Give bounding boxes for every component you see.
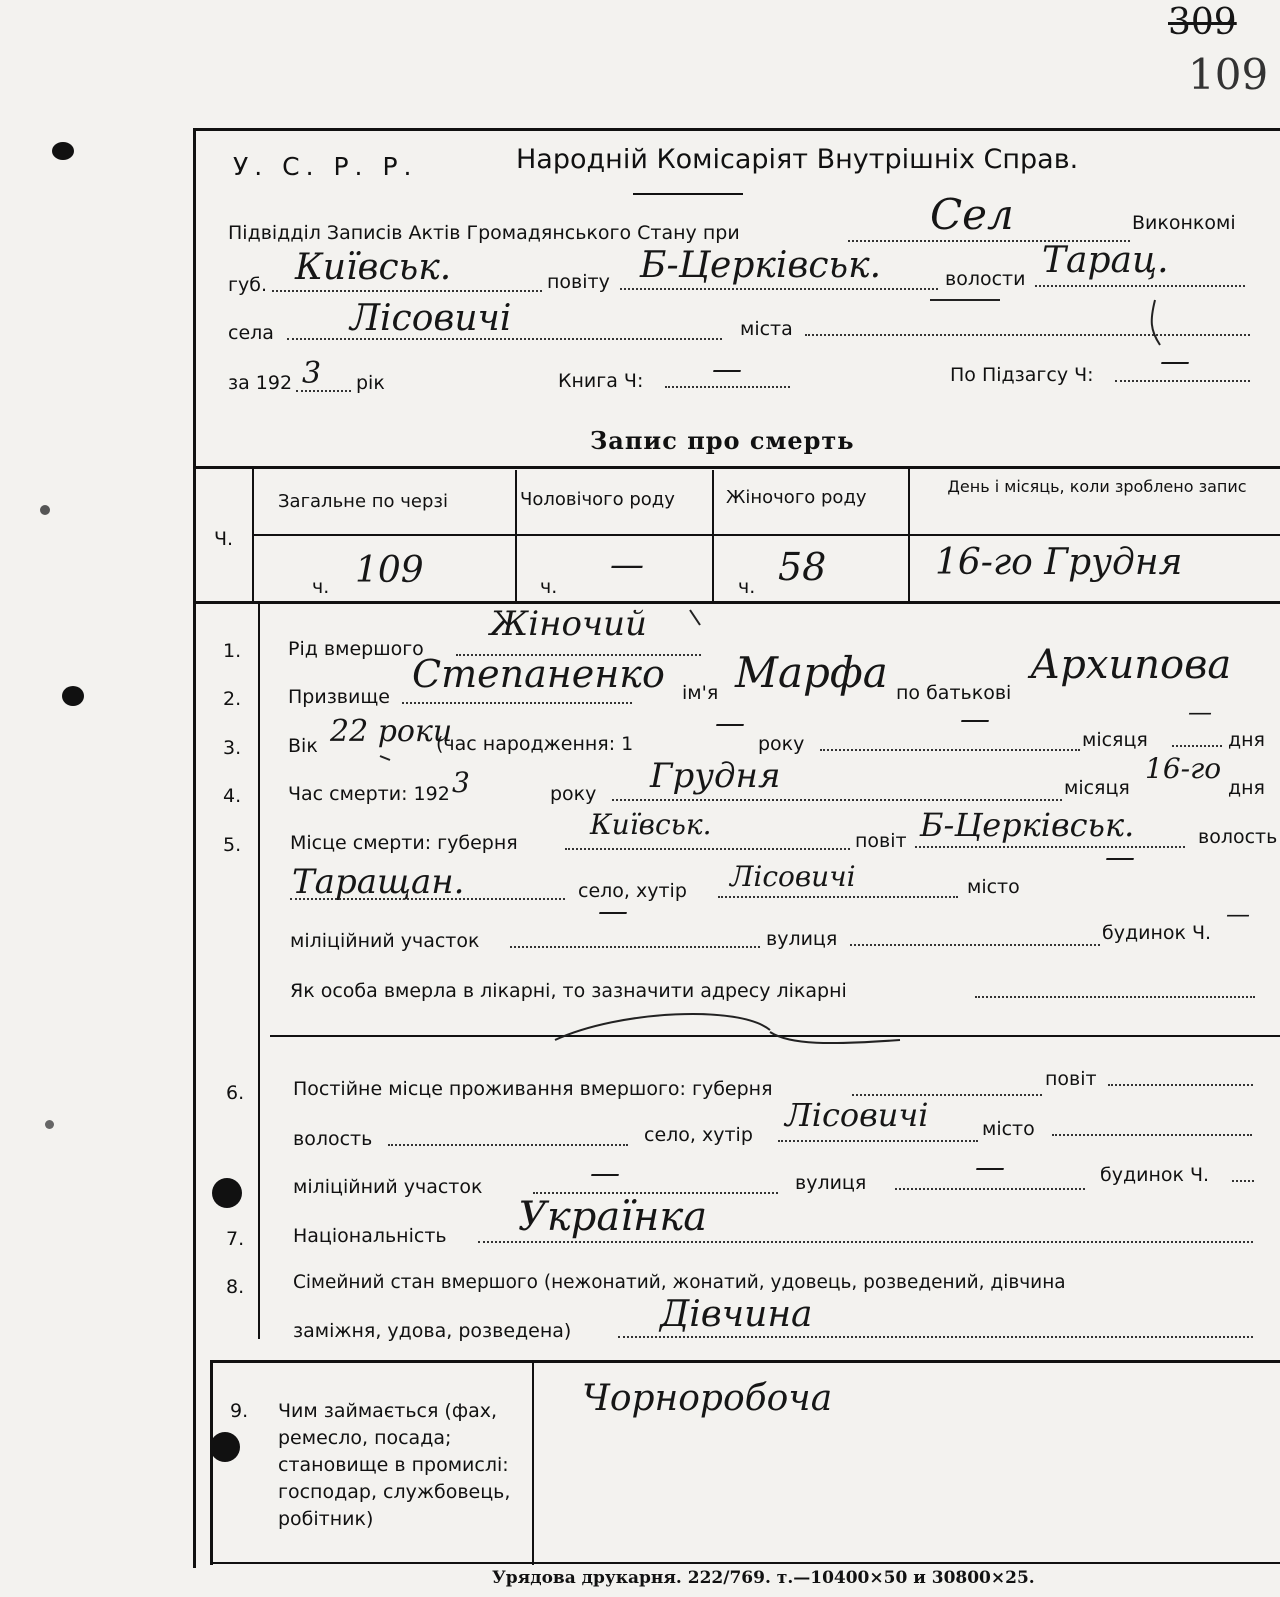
place-county-value: Б-Церківськ. — [920, 806, 1135, 844]
age-label: Вік — [288, 735, 318, 757]
police-label: міліційний участок — [290, 930, 480, 952]
death-day-label: дня — [1228, 777, 1265, 799]
house-value: — — [1226, 900, 1250, 928]
surname-value: Степаненко — [412, 652, 665, 696]
birth-day-value: — — [1188, 698, 1212, 726]
birth-month-label: місяця — [1082, 729, 1148, 751]
residence-police-value: — — [590, 1156, 620, 1191]
county-label: повіту — [547, 271, 610, 293]
death-year-label: року — [550, 783, 597, 805]
marital-label-continued: заміжня, удова, розведена) — [293, 1320, 572, 1342]
province-label: губ. — [228, 274, 267, 296]
birth-year-label: року — [758, 733, 805, 755]
archive-number-new: 109 — [1188, 50, 1269, 99]
occupation-value: Чорноробоча — [582, 1378, 833, 1419]
table-row-label: Ч. — [214, 528, 234, 550]
surname-label: Призвище — [288, 686, 390, 708]
item-number: 4. — [223, 785, 242, 807]
cell-general-count: 109 — [355, 550, 424, 591]
death-month-label: місяця — [1064, 777, 1130, 799]
cell-prefix: ч. — [738, 576, 756, 598]
nationality-value: Українка — [518, 1194, 708, 1240]
street-label: вулиця — [766, 928, 838, 950]
death-time-label: Час смерти: 192 — [288, 783, 450, 805]
death-year-digit: 3 — [452, 766, 470, 799]
item-number: 1. — [223, 640, 242, 662]
village-label: села — [228, 322, 274, 344]
sex-value: Жіночий — [490, 604, 647, 644]
item-number: 6. — [226, 1082, 245, 1104]
subdivision-label: Підвідділ Записів Актів Громадянського Стану при — [228, 222, 740, 244]
place-district-value: Таращан. — [292, 862, 465, 902]
name-label: ім'я — [682, 682, 719, 704]
age-value: 22 роки — [330, 714, 453, 749]
birth-day-label: дня — [1228, 729, 1265, 751]
marital-value: Дівчина — [660, 1294, 813, 1335]
occupation-label: Чим займається (фах, ремесло, посада; становище в промислі: господар, службовець, робітник) — [278, 1400, 511, 1530]
district-label: волости — [945, 268, 1026, 290]
item-number: 7. — [226, 1228, 245, 1250]
district-value: Тарац. — [1042, 240, 1169, 281]
place-district-label: волость — [1198, 826, 1278, 848]
cell-male: — — [610, 545, 644, 585]
birth-year-value: — — [715, 706, 745, 741]
name-value: Марфа — [735, 648, 888, 697]
place-town-label: місто — [967, 876, 1020, 898]
patronymic-label: по батькові — [896, 682, 1012, 704]
nationality-label: Національність — [293, 1225, 447, 1247]
item-number: 2. — [223, 688, 242, 710]
town-label: міста — [740, 318, 793, 340]
item-number: 8. — [226, 1276, 245, 1298]
place-town-value: — — [1105, 840, 1135, 875]
cell-female: 58 — [778, 545, 827, 589]
residence-village-label: село, хутір — [644, 1124, 753, 1146]
item-number: 5. — [223, 834, 242, 856]
cell-record-date: 16-го Грудня — [935, 542, 1183, 583]
year-digit: 3 — [302, 356, 322, 391]
residence-label: Постійне місце проживання вмершого: губерня — [293, 1078, 773, 1100]
place-province-value: Київськ. — [590, 808, 712, 841]
year-prefix: за 192 — [228, 372, 293, 394]
death-day-value: 16-го — [1145, 752, 1222, 785]
republic-title: У. С. Р. Р. — [233, 152, 418, 181]
year-suffix: рік — [356, 372, 385, 394]
province-value: Київськ. — [295, 247, 452, 288]
marital-label: Сімейний стан вмершого (нежонатий, жонатий, удовець, розведений, дівчина — [293, 1272, 1066, 1293]
residence-street-label: вулиця — [795, 1172, 867, 1194]
residence-street-value: — — [975, 1150, 1005, 1185]
residence-town-label: місто — [982, 1118, 1035, 1140]
subsection-value: — — [1160, 344, 1190, 379]
book-label: Книга Ч: — [558, 370, 644, 392]
cell-prefix: ч. — [312, 576, 330, 598]
village-value: Лісовичі — [350, 298, 512, 339]
cell-prefix: ч. — [540, 576, 558, 598]
patronymic-value: Архипова — [1030, 642, 1232, 688]
header-female: Жіночого роду — [726, 487, 867, 508]
item-number: 3. — [223, 737, 242, 759]
place-label: Місце смерти: губерня — [290, 832, 518, 854]
page-title: Запис про смерть — [590, 426, 855, 455]
residence-district-label: волость — [293, 1128, 373, 1150]
hospital-label: Як особа вмерла в лікарні, то зазначити адресу лікарні — [290, 980, 847, 1002]
police-value: — — [598, 894, 628, 929]
header-male: Чоловічого роду — [520, 489, 675, 510]
county-value: Б-Церківськ. — [640, 245, 882, 286]
residence-village-value: Лісовичі — [785, 1096, 929, 1134]
birth-label: (час народження: 1 — [436, 733, 634, 755]
house-label: будинок Ч. — [1102, 922, 1212, 944]
birth-month-value: — — [960, 702, 990, 737]
subsection-label: По Підзагсу Ч: — [950, 364, 1094, 386]
place-village-value: Лісовичі — [730, 860, 856, 893]
residence-house-label: будинок Ч. — [1100, 1164, 1210, 1186]
book-value: — — [712, 352, 742, 387]
place-village-label: село, хутір — [578, 880, 687, 902]
subdivision-value: Сел — [930, 190, 1014, 239]
executive-label: Виконкомі — [1132, 212, 1236, 234]
residence-police-label: міліційний участок — [293, 1176, 483, 1198]
header-general-count: Загальне по черзі — [278, 491, 448, 512]
residence-county-label: повіт — [1045, 1068, 1097, 1090]
header-record-date: День і місяць, коли зроблено запис — [947, 477, 1247, 496]
death-month-value: Грудня — [650, 756, 781, 796]
sex-label: Рід вмершого — [288, 638, 424, 660]
commissariat-title: Народній Комісаріят Внутрішніх Справ. — [516, 144, 1079, 175]
item-number: 9. — [230, 1400, 249, 1422]
printer-footer: Урядова друкарня. 222/769. т.—10400×50 и 30800×25. — [492, 1568, 1035, 1588]
place-county-label: повіт — [855, 830, 907, 852]
archive-number-old: 309 — [1168, 2, 1237, 43]
